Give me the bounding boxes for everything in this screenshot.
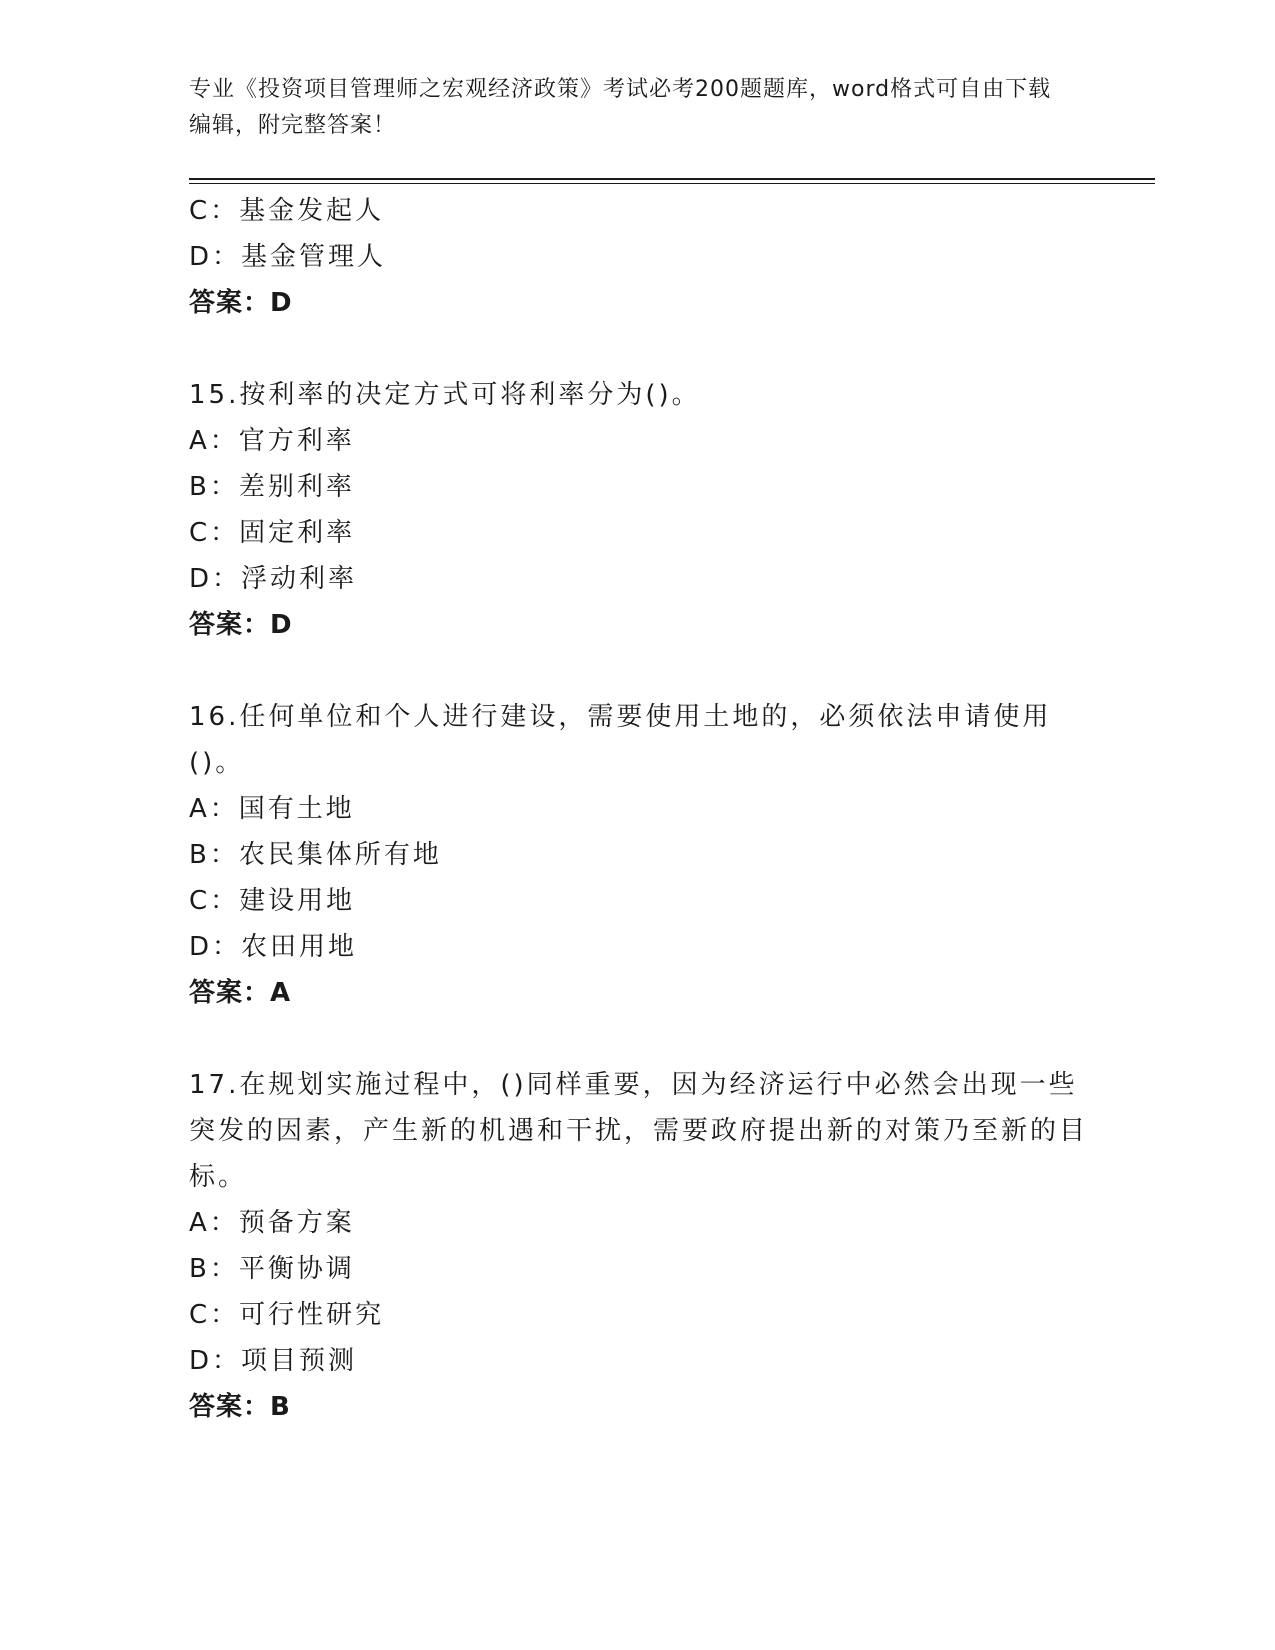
page-header: 专业《投资项目管理师之宏观经济政策》考试必考200题题库，word格式可自由下载编辑，附完整答案！: [189, 77, 1052, 138]
spacer: [189, 326, 1089, 372]
answer: 答案：A: [189, 978, 292, 1008]
option-a: A：预备方案: [189, 1208, 355, 1238]
question-stem: 16.任何单位和个人进行建设，需要使用土地的，必须依法申请使用()。: [189, 702, 1052, 778]
answer: 答案：D: [189, 610, 293, 640]
option-b: B：农民集体所有地: [189, 840, 442, 870]
option-d: D：农田用地: [189, 932, 358, 962]
header-divider-thick: [189, 178, 1155, 180]
question-stem: 15.按利率的决定方式可将利率分为()。: [189, 380, 701, 410]
option-d: D：浮动利率: [189, 564, 358, 594]
option-b: B：平衡协调: [189, 1254, 355, 1284]
option-b: B：差别利率: [189, 472, 355, 502]
question-17: [189, 1062, 1089, 1430]
option-c: C：基金发起人: [189, 196, 385, 226]
question-15: [189, 372, 1089, 648]
question-content: [189, 188, 1089, 1430]
option-c: C：可行性研究: [189, 1300, 385, 1330]
question-stem: 17.在规划实施过程中，()同样重要，因为经济运行中必然会出现一些突发的因素，产生新的机遇和干扰，需要政府提出新的对策乃至新的目标。: [189, 1070, 1089, 1192]
option-c: C：固定利率: [189, 518, 356, 548]
option-a: A：国有土地: [189, 794, 355, 824]
question-14: [189, 188, 1089, 326]
option-c: C：建设用地: [189, 886, 356, 916]
answer: 答案：B: [189, 1392, 291, 1422]
option-d: D：项目预测: [189, 1346, 358, 1376]
option-a: A：官方利率: [189, 426, 355, 456]
question-16: [189, 694, 1089, 1016]
answer: 答案：D: [189, 288, 293, 318]
spacer: [189, 648, 1089, 694]
header-divider-thin: [189, 183, 1155, 184]
spacer: [189, 1016, 1089, 1062]
option-d: D：基金管理人: [189, 242, 387, 272]
